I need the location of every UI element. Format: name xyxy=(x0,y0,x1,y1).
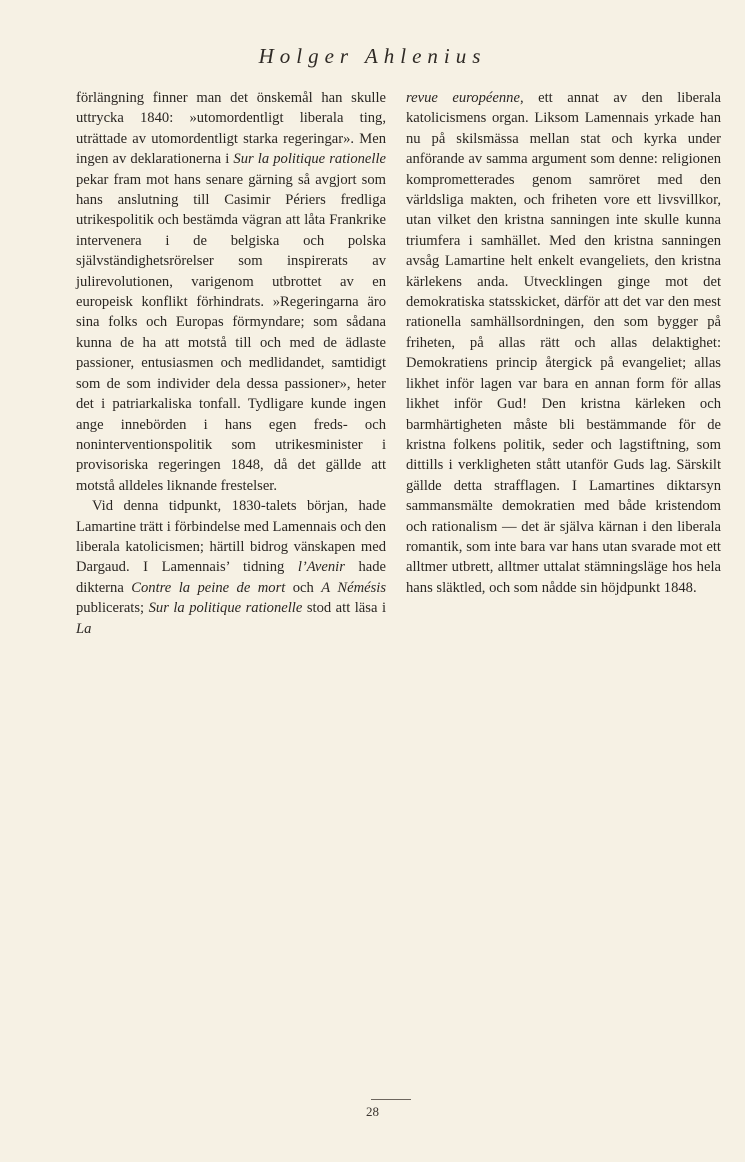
paragraph xyxy=(76,496,386,639)
italic-title: revue européenne xyxy=(406,90,520,106)
text-run: Vid denna tidpunkt, 1830-talets början, hade Lamartine trätt i förbindelse med Lamennais och den liberala katolicismen; härtill bidrog vänskapen med Dargaud. I Lamennais’ tidning xyxy=(76,498,387,576)
running-head: Holger Ahlenius xyxy=(258,44,487,68)
text-run: , ett annat av den liberala katolicismens organ. Liksom Lamennais yrkade han nu på skilsmässa mellan stat och kyrka under anförande av samma argument som denne: religionen komprometterades genom samröret med den världsliga makten, och friheten vore ett livsvillkor, utan vilket den kristna sanningen inte skulle kunna triumfera i samhället. Med den kristna sanningen avsåg Lamartine helt enkelt evangeliets, den kristna kärlekens anda. Utvecklingen ginge mot det demokratiska statsskicket, därför att det var den mest rationella samhällsordningen, den som bygger på friheten, på allas rätt och allas delaktighet: Demokratiens princip återgick på evangeliet; allas likhet inför lagen var bara en annan form för allas likhet inför Gud! Den kristna kärleken och barmhärtigheten måste bli bestämmande för de kristna folkens politik, seder och lagstiftning, som dittills i verkligheten stått utanför Guds lag. Särskilt gällde detta strafflagen. I Lamartines diktarsyn sammansmälte demokratien med både kristendom och rationalism — det är själva kärnan i den liberala romantik, som inte bara var hans utan svarade mot ett alltmer utbrett, alltmer uttalat stämningsläge hos hela hans släktled, och som nådde sin höjdpunkt 1848. xyxy=(406,90,722,596)
text-run: stod att läsa i xyxy=(302,600,386,617)
folio-rule xyxy=(371,1099,411,1100)
left-column xyxy=(76,88,386,639)
italic-title: La xyxy=(76,620,92,637)
text-run: och xyxy=(285,579,322,596)
text-run: pekar fram mot hans senare gärning så avgjort som hans anslutning till Casimir Périers fredliga utrikespolitik och bestämda vägran att låta Frankrike intervenera i de belgiska och polska självständighetsrörelser som inspirerats av julirevolutionen, varigenom utbrottet av en europeisk konflikt förhindrats. »Regeringarna äro sina folks och Europas förmyndare; som sådana kunna de ha att motstå till och med de ädlaste passioner, entusiasmen och medlidandet, samtidigt som de som individer dela dessa passioner», heter det i patriarkaliska tonfall. Tydligare kunde ingen ange innebörden i hans egen freds- och noninterventionspolitik som utrikesminister i provisoriska regeringen 1848, då det gällde att motstå alldeles liknande frestelser. xyxy=(76,171,386,494)
paragraph xyxy=(406,88,721,598)
italic-title: Contre la peine de mort xyxy=(131,579,286,596)
text-run: förlängning finner man det önskemål han skulle uttrycka 1840: »utomordentligt liberala ting, uträttade av utomordentligt starka regeringar». Men ingen av deklarationerna i xyxy=(76,90,386,168)
italic-title: Sur la politique rationelle xyxy=(233,151,386,168)
page-number: 28 xyxy=(366,1104,379,1119)
text-run: hade dikterna xyxy=(76,559,386,596)
text-run: publicerats; xyxy=(76,600,149,617)
right-column xyxy=(406,88,721,598)
italic-title: Sur la politique rationelle xyxy=(148,600,303,617)
italic-title: A Némésis xyxy=(321,579,386,596)
paragraph xyxy=(76,88,386,496)
italic-title: l’Avenir xyxy=(297,559,345,576)
